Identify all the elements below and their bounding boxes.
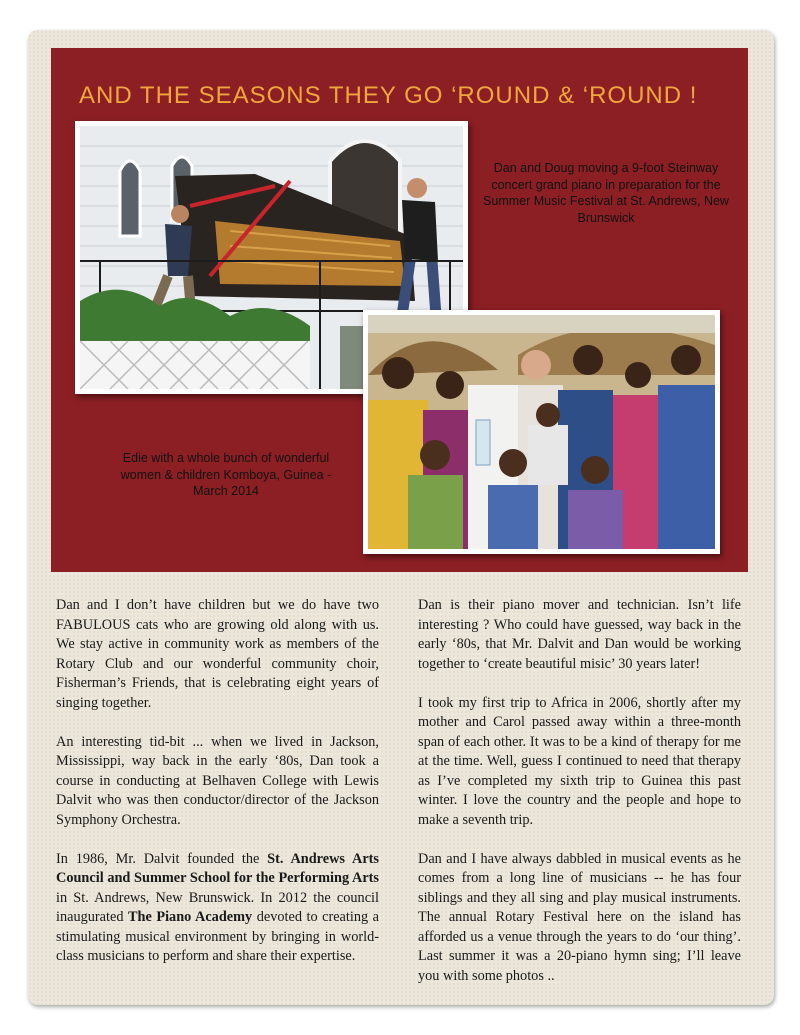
page-card [28, 30, 774, 1005]
paragraph-dalvit: In 1986, Mr. Dalvit founded the St. Andrews Arts Council and Summer School for the Performing Arts in St. Andrews, New Brunswick. In 2012 the council inaugurated The Piano Academy devoted to creating a stimulating musical environment by bringing in world-class musicians to perform and share their expertise. [56, 850, 380, 964]
paragraph-dalvit-continued: Dan is their piano mover and technician. Isn’t life interesting ? Who could have guessed, way back in the early ‘80s, that Mr. Dalvit and Dan would be working together to ‘create beautiful misic’ 30 years later! [418, 597, 741, 672]
banner [51, 48, 748, 572]
guinea-photo-image [368, 315, 715, 549]
paragraph-cats: Dan and I don’t have children but we do have two FABULOUS cats who are growing old along with us. We stay active in community work as members of the Rotary Club and our wonderful community choir, Fisherman’s Friends, that is celebrating eight years of singing together. [56, 597, 379, 711]
piano-caption: Dan and Doug moving a 9-foot Steinway concert grand piano in preparation for the Summer Music Festival at St. Andrews, New Brunswick [483, 161, 729, 225]
paragraph-jackson: An interesting tid-bit ... when we lived in Jackson, Mississippi, way back in the early ‘80s, Dan took a course in conducting at Belhaven College with Lewis Dalvit who was then conductor/director of the Jackson Symphony Orchestra. [56, 733, 379, 828]
article-column-left [56, 596, 379, 986]
guinea-caption: Edie with a whole bunch of wonderful women & children Komboya, Guinea - March 2014 [120, 451, 332, 498]
bold-piano-academy: The Piano Academy [128, 909, 253, 925]
guinea-women-photo [363, 310, 720, 554]
paragraph-africa: I took my first trip to Africa in 2006, shortly after my mother and Carol passed away within a three-month span of each other. It was to be a kind of therapy for me at the time. Well, guess I continued to need that therapy as I’ve completed my sixth trip to Guinea this past winter. I love the country and the people and hope to make a seventh trip. [418, 694, 741, 828]
paragraph-music: Dan and I have always dabbled in musical events as he comes from a long line of musicians -- he has four siblings and they all sing and play musical instruments. The annual Rotary Festival here on the island has afforded us a venue through the years to do ‘our thing’. Last summer it was a 20-piano hymn sing; I’ll leave you with some photos .. [418, 850, 741, 984]
article-column-right [418, 596, 741, 1006]
bold-arts-council: St. Andrews Arts Council and Summer School for the Performing Arts [56, 850, 379, 886]
banner-title: AND THE SEASONS THEY GO ‘ROUND & ‘ROUND ! [79, 82, 698, 109]
